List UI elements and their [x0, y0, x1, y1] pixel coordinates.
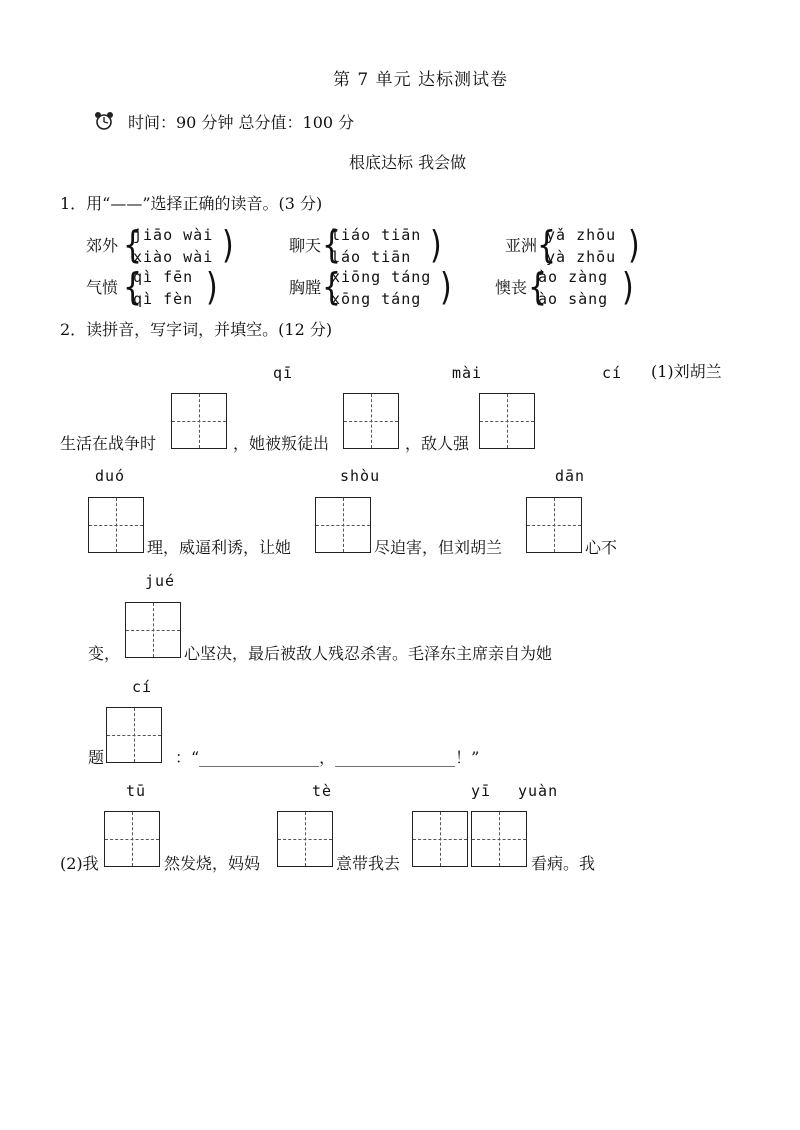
clock-icon: [93, 111, 115, 131]
text-segment: 意带我去: [336, 854, 401, 873]
q1-word: 聊天: [289, 236, 322, 255]
text-segment: 看病。我: [531, 854, 596, 873]
right-brace-icon: ): [628, 223, 640, 268]
pinyin-ci: cí: [602, 364, 623, 382]
text-segment: 题: [88, 748, 105, 767]
char-box-duo[interactable]: [88, 497, 144, 553]
q1-option: ào sàng: [538, 290, 609, 308]
left-brace-icon: {: [322, 223, 342, 268]
q1-option: liáo tiān: [331, 226, 422, 244]
pinyin-tu: tū: [126, 782, 147, 800]
left-brace-icon: {: [537, 223, 557, 268]
q1-word: 郊外: [86, 236, 119, 255]
char-box-yuan[interactable]: [471, 811, 527, 867]
q1-option: ào zàng: [538, 268, 609, 286]
q1-option: xiōng táng: [331, 268, 432, 286]
q1-option: yǎ zhōu: [546, 226, 617, 244]
right-brace-icon: ): [430, 223, 442, 268]
q1-word: 胸膛: [289, 278, 322, 297]
q1-word: 亚洲: [505, 236, 538, 255]
text-segment: 生活在战争时: [60, 434, 157, 453]
pinyin-yuan: yuàn: [518, 782, 559, 800]
char-box-jue[interactable]: [125, 602, 181, 658]
char-box-tu[interactable]: [104, 811, 160, 867]
page-title: 第 7 单元 达标测试卷: [333, 70, 509, 90]
char-box-qi[interactable]: [171, 393, 227, 449]
q1-option: jiāo wài: [133, 226, 214, 244]
left-brace-icon: {: [528, 265, 548, 310]
text-segment: 尽迫害，但刘胡兰: [374, 538, 503, 557]
pinyin-te: tè: [312, 782, 333, 800]
q1-option: xiào wài: [133, 248, 214, 266]
paragraph-label: (1)刘胡兰: [651, 362, 722, 381]
left-brace-icon: {: [123, 265, 143, 310]
question-1-label: 1．用“——”选择正确的读音。(3 分): [60, 194, 323, 213]
pinyin-duo: duó: [95, 467, 126, 485]
char-box-dan[interactable]: [526, 497, 582, 553]
pinyin-jue: jué: [145, 572, 176, 590]
text-segment: 心坚决，最后被敌人残忍杀害。毛泽东主席亲自为她: [184, 644, 553, 663]
pinyin-mai: mài: [452, 364, 483, 382]
text-segment: 理，威逼利诱，让她: [147, 538, 292, 557]
text-segment: 心不: [585, 538, 618, 557]
right-brace-icon: ): [440, 265, 452, 310]
pinyin-qi: qī: [273, 364, 294, 382]
q1-option: qì fēn: [133, 268, 194, 286]
pinyin-shou: shòu: [340, 467, 381, 485]
char-box-ci[interactable]: [479, 393, 535, 449]
left-brace-icon: {: [123, 223, 143, 268]
pinyin-dan: dān: [555, 467, 586, 485]
right-brace-icon: ): [622, 265, 634, 310]
time-info: 时间：90 分钟 总分值：100 分: [128, 113, 355, 132]
pinyin-ci: cí: [132, 678, 153, 696]
q1-option: qì fèn: [133, 290, 194, 308]
char-box-yi[interactable]: [412, 811, 468, 867]
q1-word: 气愤: [86, 278, 119, 297]
q1-option: láo tiān: [331, 248, 412, 266]
char-box-shou[interactable]: [315, 497, 371, 553]
q1-word: 懊丧: [495, 278, 528, 297]
right-brace-icon: ): [206, 265, 218, 310]
char-box-mai[interactable]: [343, 393, 399, 449]
question-2-label: 2．读拼音，写字词，并填空。(12 分): [60, 320, 333, 339]
left-brace-icon: {: [322, 265, 342, 310]
char-box-te[interactable]: [277, 811, 333, 867]
q1-option: yà zhōu: [546, 248, 617, 266]
text-segment: 然发烧，妈妈: [164, 854, 261, 873]
quote-blanks[interactable]: ：“_______________，_______________！”: [175, 748, 480, 767]
text-segment: 变，: [88, 644, 121, 663]
text-segment: (2)我: [60, 854, 99, 873]
right-brace-icon: ): [222, 223, 234, 268]
q1-option: xōng táng: [331, 290, 422, 308]
text-segment: ，敌人强: [405, 434, 470, 453]
text-segment: ，她被叛徒出: [233, 434, 330, 453]
section-heading: 根底达标 我会做: [349, 153, 467, 172]
pinyin-yi: yī: [471, 782, 492, 800]
char-box-ci[interactable]: [106, 707, 162, 763]
